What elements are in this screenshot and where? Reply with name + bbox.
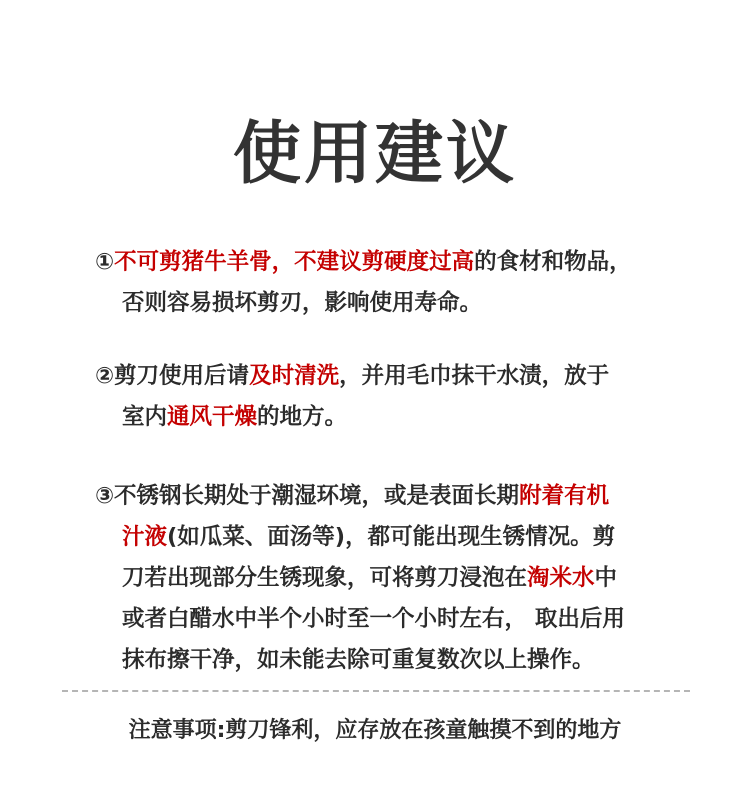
tip-2-segment: 室内 [122,404,168,430]
tip-1-segment: 否则容易损坏剪刃，影响使用寿命。 [122,290,483,316]
tip-2-segment: ，并用毛巾抹干水渍，放于 [339,363,610,389]
tip-1-line-2 [95,283,675,324]
tip-3-highlight: 汁液 [122,524,168,550]
tip-3-highlight: 附着有机 [519,483,610,509]
safety-notice: 注意事项:剪刀锋利，应存放在孩童触摸不到的地方 [128,718,622,743]
tip-1-segment: ① [95,249,115,275]
tip-3-segment: 中 [594,565,618,591]
tip-2-segment: 的地方。 [257,404,348,430]
tip-3-segment: (如瓜菜、面汤等)，都可能出现生锈情况。剪 [167,524,616,550]
usage-tip-1 [95,242,675,324]
tip-3-line-4 [95,599,675,640]
tip-3-segment: 刀若出现部分生锈现象，可将剪刀浸泡在 [122,565,528,591]
tip-3-line-2 [95,517,675,558]
usage-tip-3 [95,476,675,681]
tip-3-segment: 或者白醋水中半个小时至一个小时左右， 取出后用 [122,606,625,632]
tip-2-segment: ②剪刀使用后请 [95,363,250,389]
tip-1-line-1 [95,242,675,283]
tip-3-segment: ③不锈钢长期处于潮湿环境，或是表面长期 [95,483,520,509]
tip-3-line-5 [95,640,675,681]
tip-3-segment: 抹布擦干净，如未能去除可重复数次以上操作。 [122,647,595,673]
tip-3-highlight: 淘米水 [527,565,595,591]
tip-2-highlight: 通风干燥 [167,404,258,430]
usage-tip-2 [95,356,675,438]
tip-3-line-3 [95,558,675,599]
tip-2-highlight: 及时清洗 [249,363,340,389]
tip-2-line-2 [95,397,675,438]
tip-1-highlight: 不可剪猪牛羊骨，不建议剪硬度过高 [114,249,475,275]
dashed-divider [62,690,690,692]
page-title: 使用建议 [232,114,517,194]
tip-3-line-1 [95,476,675,517]
tip-2-line-1 [95,356,675,397]
tip-1-segment: 的食材和物品， [474,249,632,275]
